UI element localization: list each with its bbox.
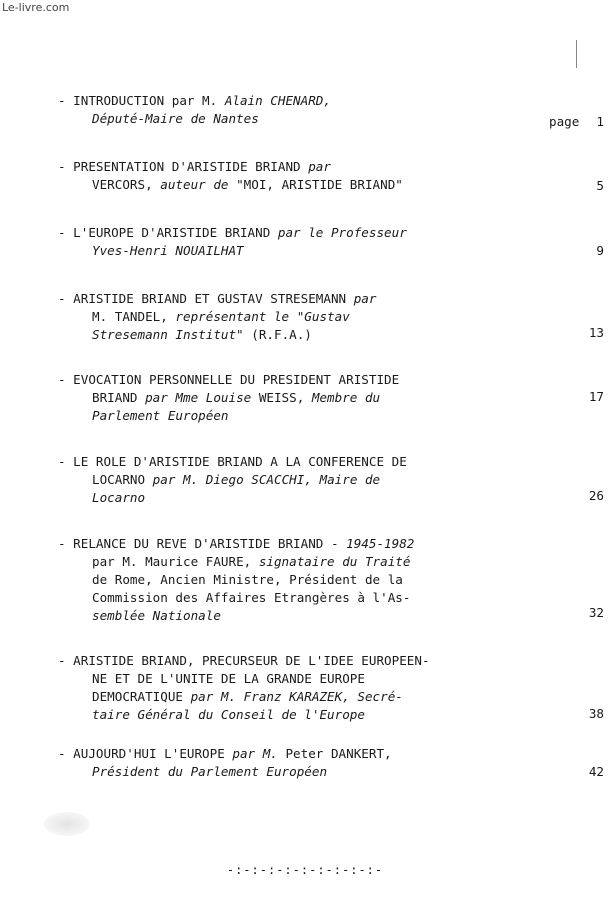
page-number: 9: [596, 243, 604, 258]
entry-author: WEISS,: [258, 390, 312, 405]
entry-title: - ARISTIDE BRIAND ET GUSTAV STRESEMANN: [58, 291, 354, 306]
entry-author: Peter DANKERT,: [285, 746, 392, 761]
page-number: 13: [588, 325, 604, 340]
paper-smudge: [44, 812, 90, 836]
entry-author: VERCORS,: [92, 177, 161, 192]
toc-entry-aujourdhui: - AUJOURD'HUI L'EUROPE par M. Peter DANKERT, Président du Parlement Européen: [58, 746, 392, 779]
page-label: page: [549, 114, 580, 129]
watermark: Le-livre.com: [2, 1, 70, 14]
toc-entry-europe-briand: - L'EUROPE D'ARISTIDE BRIAND par le Professeur Yves-Henri NOUAILHAT: [58, 224, 608, 260]
entry-title: - LE ROLE D'ARISTIDE BRIAND A LA CONFERENCE DE: [58, 454, 407, 469]
page-number: 38: [588, 706, 604, 721]
page-number: 5: [596, 178, 604, 193]
entry-title: - PRESENTATION D'ARISTIDE BRIAND: [58, 159, 309, 174]
page-number: 26: [588, 488, 604, 503]
entry-author: M. TANDEL,: [92, 309, 176, 324]
footer-ornament: -:-:-:-:-:-:-:-:-:-: [226, 863, 384, 877]
entry-title: - L'EUROPE D'ARISTIDE BRIAND: [58, 225, 278, 240]
page-number: 17: [588, 389, 604, 404]
entry-author: Alain CHENARD,: [224, 93, 331, 108]
toc-entry-evocation: - EVOCATION PERSONNELLE DU PRESIDENT ARISTIDE BRIAND par Mme Louise WEISS, Membre du Parlement Européen: [58, 371, 608, 425]
entry-author: Maurice FAURE,: [145, 554, 259, 569]
page-number: 32: [588, 605, 604, 620]
entry-title: - INTRODUCTION par M.: [58, 93, 225, 108]
entry-author: par M. Franz KARAZEK,: [190, 689, 358, 704]
toc-entry-presentation: - PRESENTATION D'ARISTIDE BRIAND par VERCORS, auteur de "MOI, ARISTIDE BRIAND": [58, 159, 403, 192]
entry-title: - AUJOURD'HUI L'EUROPE: [58, 746, 233, 761]
entry-subtitle: Député-Maire de Nantes: [92, 111, 259, 126]
toc-entry-relance: - RELANCE DU REVE D'ARISTIDE BRIAND - 1945-1982 par M. Maurice FAURE, signataire du Traité de Rome, Ancien Ministre, Président de la Commission des Affaires Etrangères à l'As- semblée Nationale: [58, 536, 415, 623]
entry-title: - ARISTIDE BRIAND, PRECURSEUR DE L'IDEE EUROPEEN-: [58, 653, 430, 668]
entry-title: - RELANCE DU REVE D'ARISTIDE BRIAND -: [58, 536, 347, 551]
toc-entry-introduction: [58, 92, 608, 128]
entry-author: Diego SCACCHI,: [205, 472, 320, 487]
entry-title: - EVOCATION PERSONNELLE DU PRESIDENT ARISTIDE: [58, 372, 400, 387]
toc-entry-precurseur: - ARISTIDE BRIAND, PRECURSEUR DE L'IDEE EUROPEEN- NE ET DE L'UNITE DE LA GRANDE EUROPE DEMOCRATIQUE par M. Franz KARAZEK, Secré- taire Général du Conseil de l'Europe: [58, 652, 608, 724]
margin-mark: [576, 40, 577, 68]
page-number: 1: [596, 114, 604, 129]
toc-entry-locarno: - LE ROLE D'ARISTIDE BRIAND A LA CONFERENCE DE LOCARNO par M. Diego SCACCHI, Maire de Locarno: [58, 453, 608, 507]
toc-entry-briand-stresemann: - ARISTIDE BRIAND ET GUSTAV STRESEMANN par M. TANDEL, représentant le "Gustav Stresemann Institut" (R.F.A.): [58, 291, 377, 342]
page-number: 42: [588, 764, 604, 779]
entry-author: Yves-Henri NOUAILHAT: [92, 243, 244, 258]
